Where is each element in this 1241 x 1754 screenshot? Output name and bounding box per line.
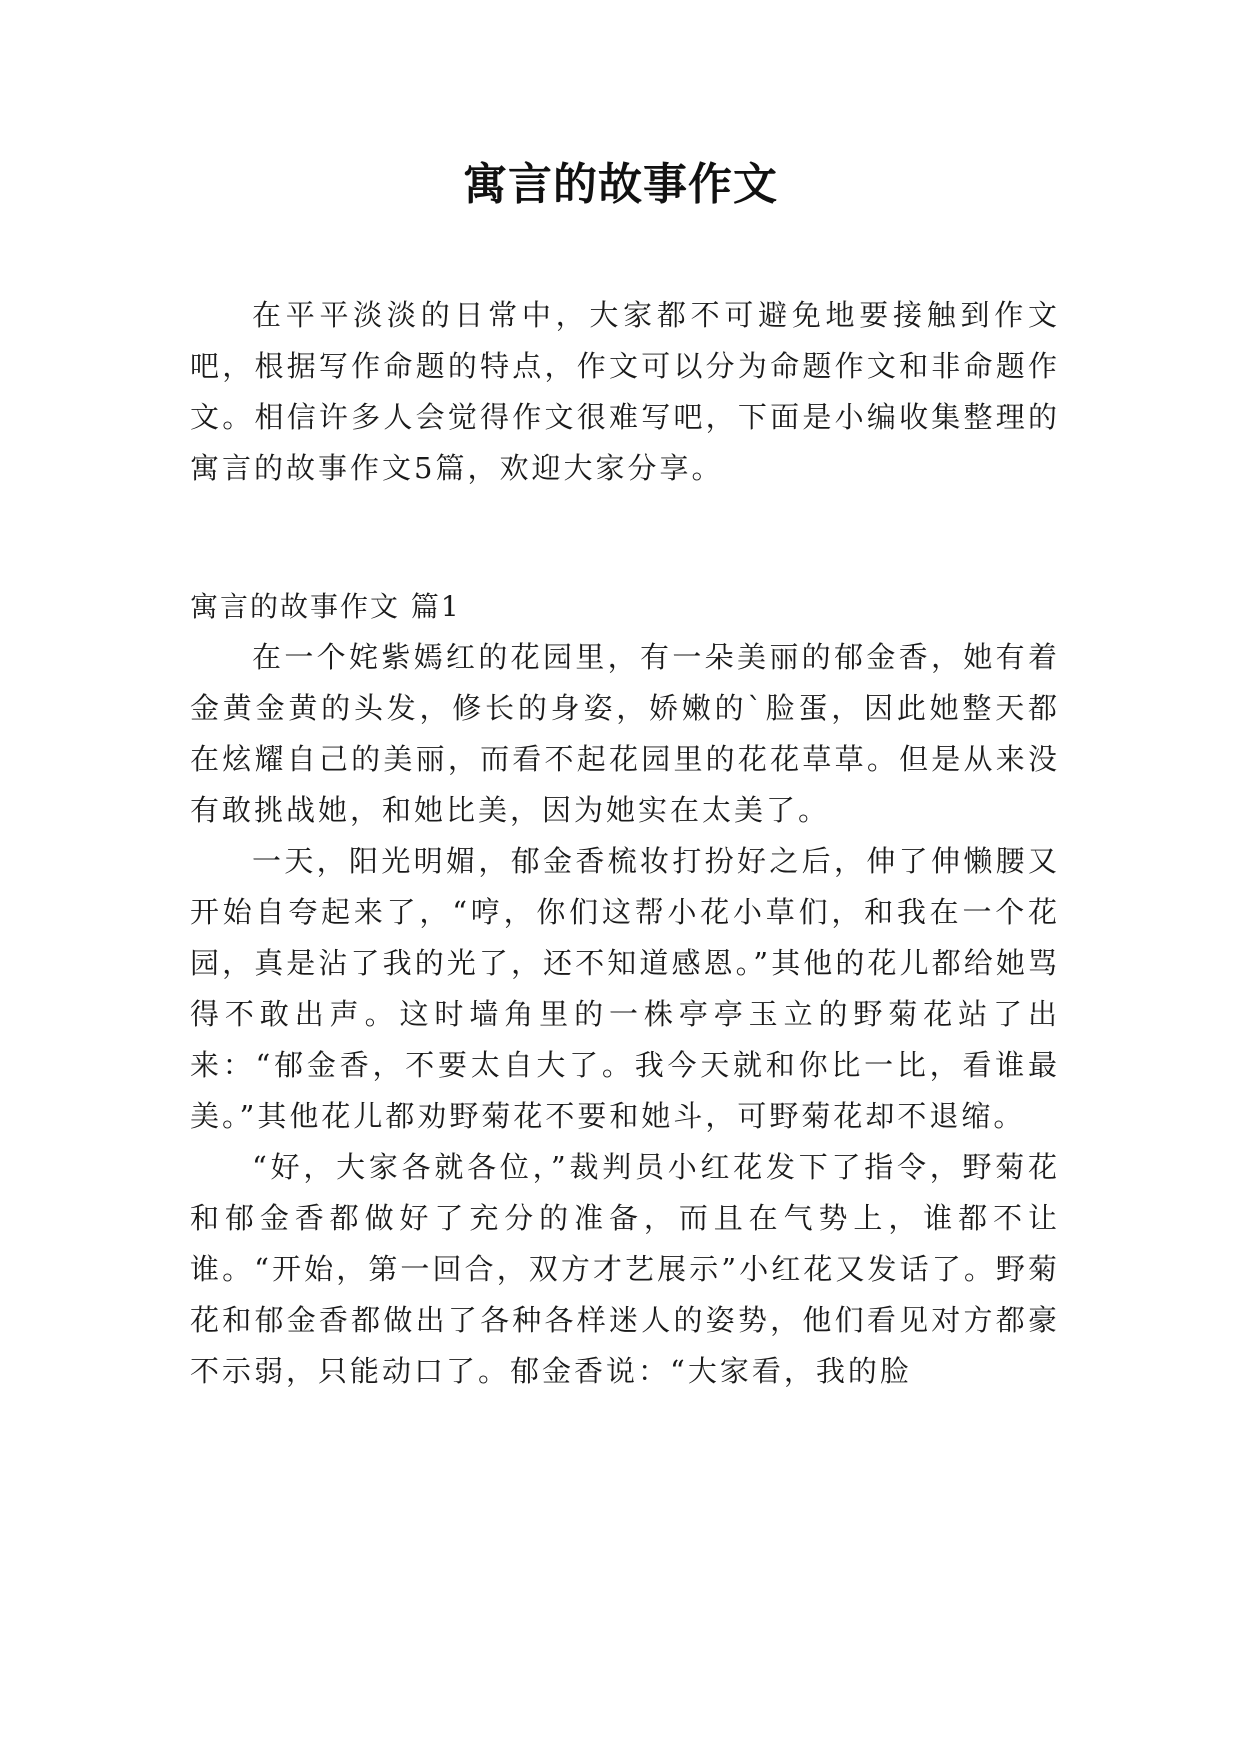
section-spacer [190, 494, 1060, 581]
section-heading: 寓言的故事作文 篇1 [190, 590, 461, 623]
document-body [190, 290, 1060, 1397]
story-paragraph-3: “好，大家各就各位，”裁判员小红花发下了指令，野菊花和郁金香都做好了充分的准备，而且在气势上，谁都不让谁。“开始，第一回合，双方才艺展示”小红花又发话了。野菊花和郁金香都做出了各种各样迷人的姿势，他们看见对方都豪不示弱，只能动口了。郁金香说：“大家看，我的脸 [190, 1150, 1060, 1388]
story-paragraph-2: 一天，阳光明媚，郁金香梳妆打扮好之后，伸了伸懒腰又开始自夸起来了，“哼，你们这帮小花小草们，和我在一个花园，真是沾了我的光了，还不知道感恩。”其他的花儿都给她骂得不敢出声。这时墙角里的一株亭亭玉立的野菊花站了出来：“郁金香，不要太自大了。我今天就和你比一比，看谁最美。”其他花儿都劝野菊花不要和她斗，可野菊花却不退缩。 [190, 844, 1060, 1133]
intro-paragraph: 在平平淡淡的日常中，大家都不可避免地要接触到作文吧，根据写作命题的特点，作文可以分为命题作文和非命题作文。相信许多人会觉得作文很难写吧，下面是小编收集整理的寓言的故事作文5篇，欢迎大家分享。 [190, 298, 1060, 485]
story-paragraph-1: 在一个姹紫嫣红的花园里，有一朵美丽的郁金香，她有着金黄金黄的头发，修长的身姿，娇嫩的`脸蛋，因此她整天都在炫耀自己的美丽，而看不起花园里的花花草草。但是从来没有敢挑战她，和她比美，因为她实在太美了。 [190, 640, 1060, 827]
document-title: 寓言的故事作文 [463, 159, 778, 210]
